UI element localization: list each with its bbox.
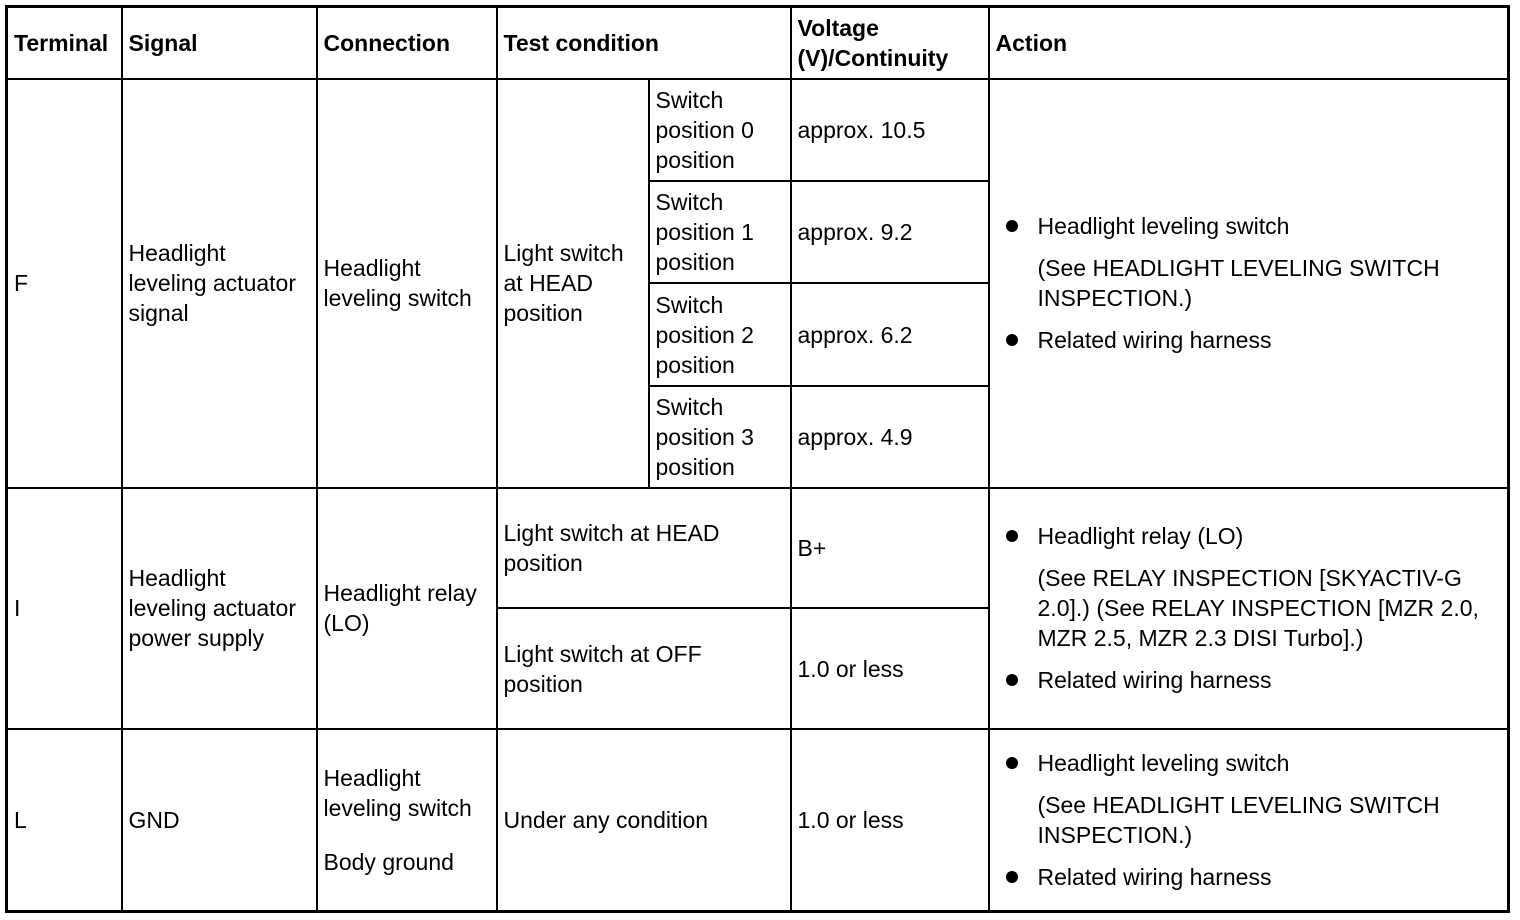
test-condition-cell: Under any condition <box>497 729 791 912</box>
sub-condition-cell: Switch position 3 position <box>649 386 791 488</box>
header-row <box>7 7 1509 79</box>
test-condition-cell: Light switch at OFF position <box>497 608 791 728</box>
test-condition-cell: Light switch at HEAD position <box>497 79 649 488</box>
header-test-condition: Test condition <box>497 7 791 79</box>
action-reference-note: (See HEADLIGHT LEVELING SWITCH INSPECTION.) <box>1037 791 1440 848</box>
voltage-cell: 1.0 or less <box>791 729 989 912</box>
action-list <box>996 748 1502 892</box>
table-row-f <box>7 79 1509 181</box>
header-signal: Signal <box>122 7 317 79</box>
test-condition-cell: Light switch at HEAD position <box>497 488 791 608</box>
header-voltage-line1: Voltage <box>797 14 879 41</box>
header-connection: Connection <box>317 7 497 79</box>
connection-cell: Headlight leveling switch <box>317 79 497 488</box>
voltage-cell: approx. 4.9 <box>791 386 989 488</box>
sub-condition-cell: Switch position 2 position <box>649 283 791 385</box>
table-row-l <box>7 729 1509 912</box>
sub-condition-cell: Switch position 0 position <box>649 79 791 181</box>
sub-condition-cell: Switch position 1 position <box>649 181 791 283</box>
action-item: Related wiring harness <box>1038 665 1502 695</box>
connection-label: Body ground <box>323 848 454 875</box>
voltage-cell: approx. 10.5 <box>791 79 989 181</box>
action-list <box>996 521 1502 695</box>
terminal-inspection-table <box>5 5 1510 913</box>
voltage-cell: 1.0 or less <box>791 608 989 728</box>
action-list <box>996 211 1502 355</box>
action-cell <box>989 488 1509 729</box>
action-item-label: Headlight leveling switch <box>1037 749 1290 776</box>
terminal-cell: F <box>7 79 122 488</box>
action-reference-note: (See HEADLIGHT LEVELING SWITCH INSPECTION.) <box>1037 255 1440 312</box>
signal-cell: Headlight leveling actuator power supply <box>122 488 317 729</box>
action-item <box>1038 211 1502 313</box>
action-item <box>1038 521 1502 653</box>
header-voltage <box>791 7 989 79</box>
voltage-cell: B+ <box>791 488 989 608</box>
action-cell <box>989 79 1509 488</box>
action-item-label: Headlight leveling switch <box>1037 213 1290 240</box>
table-row-i <box>7 488 1509 608</box>
header-terminal: Terminal <box>7 7 122 79</box>
voltage-cell: approx. 6.2 <box>791 283 989 385</box>
action-item: Related wiring harness <box>1038 862 1502 892</box>
action-item: Related wiring harness <box>1038 325 1502 355</box>
action-cell <box>989 729 1509 912</box>
action-reference-note: (See RELAY INSPECTION [SKYACTIV-G 2.0].) (See RELAY INSPECTION [MZR 2.0, MZR 2.5, MZR 2.3 DISI Turbo].) <box>1037 565 1479 652</box>
header-voltage-line2: (V)/Continuity <box>797 44 949 71</box>
connection-label: Headlight leveling switch <box>323 764 472 821</box>
voltage-cell: approx. 9.2 <box>791 181 989 283</box>
signal-cell: GND <box>122 729 317 912</box>
header-action: Action <box>989 7 1509 79</box>
connection-cell <box>317 729 497 912</box>
terminal-cell: L <box>7 729 122 912</box>
action-item <box>1038 748 1502 850</box>
connection-cell: Headlight relay (LO) <box>317 488 497 729</box>
terminal-cell: I <box>7 488 122 729</box>
signal-cell: Headlight leveling actuator signal <box>122 79 317 488</box>
action-item-label: Headlight relay (LO) <box>1037 523 1244 550</box>
